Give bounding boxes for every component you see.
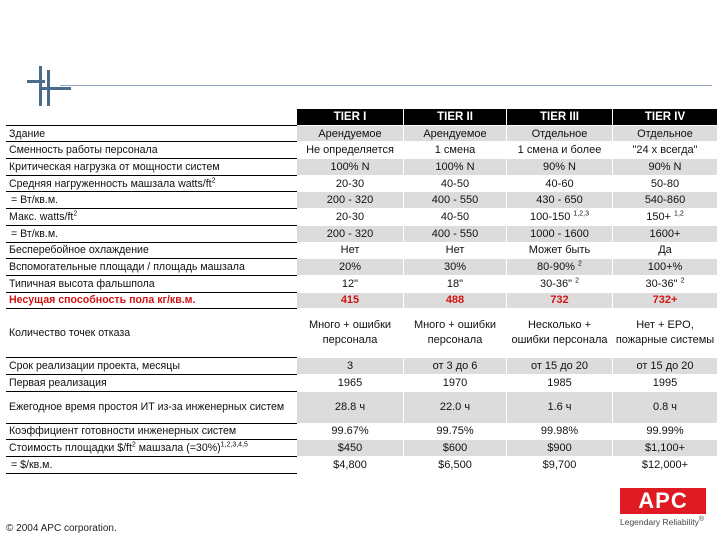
table-row: [7, 125, 718, 142]
cell-value: 80-90% $^2$: [507, 259, 613, 276]
cell-value: 90% N: [613, 159, 718, 176]
row-label: = $/кв.м.: [7, 457, 297, 474]
table-row: [7, 457, 718, 474]
row-label: Стоимость площадки $\$/ft^2$ машзала (=30%)$^{1,2,3,4,5}$: [7, 440, 297, 457]
row-label: Сменность работы персонала: [7, 142, 297, 159]
cell-value: 40-50: [404, 209, 507, 226]
header-divider: [60, 85, 712, 86]
cell-value: 99.98%: [507, 423, 613, 440]
cell-value: Арендуемое: [297, 125, 404, 142]
cell-value: 99.67%: [297, 423, 404, 440]
cell-value: $12,000+: [613, 457, 718, 474]
apc-tagline: Legendary Reliability®: [620, 516, 705, 527]
apc-logo-mark: APC: [620, 488, 706, 514]
cell-value: 12": [297, 275, 404, 292]
cell-value: 400 - 550: [404, 192, 507, 209]
cell-value: 732+: [613, 292, 718, 309]
cell-value: 1995: [613, 374, 718, 391]
cell-value: 99.99%: [613, 423, 718, 440]
cell-value: 1965: [297, 374, 404, 391]
cell-value: Нет: [404, 242, 507, 259]
cell-value: Да: [613, 242, 718, 259]
table-header-row: [7, 109, 718, 126]
cell-value: 100% N: [404, 159, 507, 176]
cell-value: 0.8 ч: [613, 391, 718, 423]
cell-value: 1600+: [613, 225, 718, 242]
cell-value: 99.75%: [404, 423, 507, 440]
header-corner: [7, 109, 297, 126]
cell-value: $6,500: [404, 457, 507, 474]
table-row: [7, 175, 718, 192]
cell-value: 1000 - 1600: [507, 225, 613, 242]
cell-value: 732: [507, 292, 613, 309]
table-row: [7, 192, 718, 209]
cell-value: 30-36" $^2$: [613, 275, 718, 292]
table-row: [7, 159, 718, 176]
cell-value: Много + ошибки персонала: [297, 309, 404, 358]
table-row: [7, 374, 718, 391]
cell-value: $450: [297, 440, 404, 457]
cell-value: Отдельное: [613, 125, 718, 142]
row-label: Срок реализации проекта, месяцы: [7, 358, 297, 375]
cell-value: $1,100+: [613, 440, 718, 457]
table-row: [7, 391, 718, 423]
header-tier-3: TIER III: [507, 109, 613, 126]
header-tier-4: TIER IV: [613, 109, 718, 126]
tier-comparison-table: [6, 108, 718, 474]
table-row: [7, 309, 718, 358]
table-row: [7, 275, 718, 292]
cell-value: 40-50: [404, 175, 507, 192]
cell-value: 28.8 ч: [297, 391, 404, 423]
cell-value: 20-30: [297, 175, 404, 192]
header-tier-1: TIER I: [297, 109, 404, 126]
table-row: [7, 242, 718, 259]
cell-value: 3: [297, 358, 404, 375]
cell-value: 400 - 550: [404, 225, 507, 242]
cell-value: 100-150 $^{1,2,3}$: [507, 209, 613, 226]
cell-value: от 3 до 6: [404, 358, 507, 375]
row-label: Средняя нагруженность машзала watts/$ft^2$: [7, 175, 297, 192]
cross-logo-icon: [27, 66, 71, 106]
cell-value: 22.0 ч: [404, 391, 507, 423]
cell-value: $900: [507, 440, 613, 457]
table-row: [7, 209, 718, 226]
cell-value: 200 - 320: [297, 225, 404, 242]
cell-value: 90% N: [507, 159, 613, 176]
row-label: Первая реализация: [7, 374, 297, 391]
cell-value: 1970: [404, 374, 507, 391]
cell-value: 30%: [404, 259, 507, 276]
row-label: Критическая нагрузка от мощности систем: [7, 159, 297, 176]
cell-value: от 15 до 20: [613, 358, 718, 375]
row-label: Ежегодное время простоя ИТ из-за инженерных систем: [7, 391, 297, 423]
cell-value: Не определяется: [297, 142, 404, 159]
cell-value: 488: [404, 292, 507, 309]
cell-value: Нет: [297, 242, 404, 259]
cell-value: 1985: [507, 374, 613, 391]
cell-value: 20%: [297, 259, 404, 276]
cell-value: $4,800: [297, 457, 404, 474]
row-label: Вспомогательные площади / площадь машзала: [7, 259, 297, 276]
cell-value: 100+%: [613, 259, 718, 276]
cell-value: Много + ошибки персонала: [404, 309, 507, 358]
row-label: = Вт/кв.м.: [7, 192, 297, 209]
row-label: Бесперебойное охлаждение: [7, 242, 297, 259]
cell-value: 40-60: [507, 175, 613, 192]
table-row: [7, 423, 718, 440]
table-row-highlighted: [7, 292, 718, 309]
header-tier-2: TIER II: [404, 109, 507, 126]
cell-value: Арендуемое: [404, 125, 507, 142]
cell-value: 30-36" $^2$: [507, 275, 613, 292]
table-row: [7, 259, 718, 276]
cell-value: 1 смена: [404, 142, 507, 159]
cell-value: 415: [297, 292, 404, 309]
table-row: [7, 358, 718, 375]
cell-value: "24 x всегда": [613, 142, 718, 159]
cell-value: от 15 до 20: [507, 358, 613, 375]
cell-value: 200 - 320: [297, 192, 404, 209]
cell-value: 150+ $^{1,2}$: [613, 209, 718, 226]
row-label: Несущая способность пола кг/кв.м.: [7, 292, 297, 309]
cell-value: 430 - 650: [507, 192, 613, 209]
cell-value: 540-860: [613, 192, 718, 209]
table-row: [7, 142, 718, 159]
cell-value: Может быть: [507, 242, 613, 259]
table-row: [7, 440, 718, 457]
cell-value: 20-30: [297, 209, 404, 226]
row-label: Здание: [7, 125, 297, 142]
cell-value: $600: [404, 440, 507, 457]
row-label: = Вт/кв.м.: [7, 225, 297, 242]
row-label: Типичная высота фальшпола: [7, 275, 297, 292]
row-label: Коэффициент готовности инженерных систем: [7, 423, 297, 440]
cell-value: Несколько + ошибки персонала: [507, 309, 613, 358]
cell-value: 50-80: [613, 175, 718, 192]
row-label: Количество точек отказа: [7, 309, 297, 358]
cell-value: 1.6 ч: [507, 391, 613, 423]
copyright-text: © 2004 APC corporation.: [6, 523, 117, 534]
row-label: Макс. watts/$ft^2$: [7, 209, 297, 226]
table-row: [7, 225, 718, 242]
cell-value: $9,700: [507, 457, 613, 474]
apc-logo: [620, 488, 712, 532]
cell-value: 100% N: [297, 159, 404, 176]
cell-value: Нет + EPO, пожарные системы: [613, 309, 718, 358]
cell-value: 1 смена и более: [507, 142, 613, 159]
cell-value: 18": [404, 275, 507, 292]
cell-value: Отдельное: [507, 125, 613, 142]
